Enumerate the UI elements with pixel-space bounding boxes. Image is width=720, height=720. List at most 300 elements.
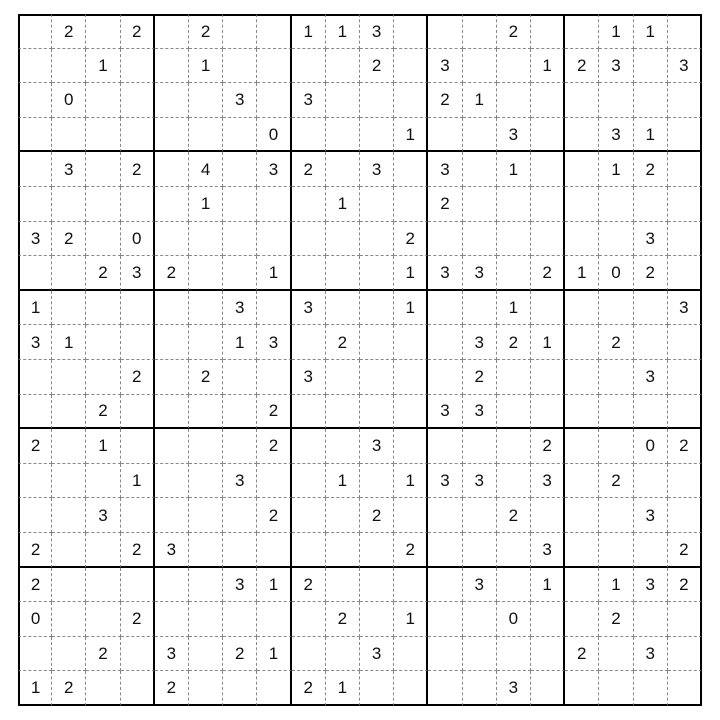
grid-cell[interactable] (634, 360, 668, 395)
grid-cell[interactable] (155, 395, 189, 430)
grid-cell[interactable] (155, 464, 189, 499)
grid-cell[interactable] (326, 429, 360, 464)
grid-cell[interactable] (497, 14, 531, 49)
grid-cell[interactable] (292, 222, 326, 257)
grid-cell[interactable] (428, 118, 462, 153)
grid-cell[interactable] (634, 152, 668, 187)
grid-cell[interactable] (360, 533, 394, 568)
grid-cell[interactable] (257, 395, 291, 430)
grid-cell[interactable] (531, 291, 565, 326)
grid-cell[interactable] (360, 464, 394, 499)
grid-cell[interactable] (428, 568, 462, 603)
grid-cell[interactable] (360, 637, 394, 672)
grid-cell[interactable] (668, 291, 702, 326)
grid-cell[interactable] (463, 49, 497, 84)
grid-cell[interactable] (360, 602, 394, 637)
grid-cell[interactable] (394, 568, 428, 603)
grid-cell[interactable] (155, 152, 189, 187)
grid-cell[interactable] (360, 429, 394, 464)
grid-cell[interactable] (52, 464, 86, 499)
grid-cell[interactable] (394, 464, 428, 499)
grid-cell[interactable] (326, 83, 360, 118)
grid-cell[interactable] (634, 637, 668, 672)
grid-cell[interactable] (565, 568, 599, 603)
grid-cell[interactable] (599, 49, 633, 84)
grid-cell[interactable] (463, 429, 497, 464)
grid-cell[interactable] (223, 602, 257, 637)
grid-cell[interactable] (634, 325, 668, 360)
grid-cell[interactable] (18, 187, 52, 222)
grid-cell[interactable] (86, 14, 120, 49)
grid-cell[interactable] (292, 464, 326, 499)
grid-cell[interactable] (497, 49, 531, 84)
grid-cell[interactable] (189, 152, 223, 187)
grid-cell[interactable] (155, 360, 189, 395)
grid-cell[interactable] (155, 187, 189, 222)
grid-cell[interactable] (86, 152, 120, 187)
grid-cell[interactable] (360, 152, 394, 187)
grid-cell[interactable] (189, 325, 223, 360)
grid-cell[interactable] (223, 464, 257, 499)
grid-cell[interactable] (86, 429, 120, 464)
grid-cell[interactable] (394, 291, 428, 326)
grid-cell[interactable] (18, 637, 52, 672)
grid-cell[interactable] (394, 83, 428, 118)
grid-cell[interactable] (463, 568, 497, 603)
grid-cell[interactable] (52, 602, 86, 637)
grid-cell[interactable] (257, 671, 291, 706)
grid-cell[interactable] (360, 222, 394, 257)
grid-cell[interactable] (599, 291, 633, 326)
grid-cell[interactable] (428, 395, 462, 430)
grid-cell[interactable] (257, 14, 291, 49)
grid-cell[interactable] (394, 429, 428, 464)
grid-cell[interactable] (531, 256, 565, 291)
grid-cell[interactable] (360, 291, 394, 326)
grid-cell[interactable] (531, 118, 565, 153)
grid-cell[interactable] (292, 152, 326, 187)
grid-cell[interactable] (497, 568, 531, 603)
grid-cell[interactable] (86, 118, 120, 153)
grid-cell[interactable] (565, 671, 599, 706)
grid-cell[interactable] (565, 325, 599, 360)
grid-cell[interactable] (497, 291, 531, 326)
grid-cell[interactable] (394, 360, 428, 395)
grid-cell[interactable] (86, 222, 120, 257)
grid-cell[interactable] (497, 602, 531, 637)
grid-cell[interactable] (428, 671, 462, 706)
grid-cell[interactable] (394, 602, 428, 637)
grid-cell[interactable] (257, 498, 291, 533)
grid-cell[interactable] (292, 325, 326, 360)
grid-cell[interactable] (52, 187, 86, 222)
grid-cell[interactable] (121, 533, 155, 568)
grid-cell[interactable] (668, 325, 702, 360)
grid-cell[interactable] (189, 464, 223, 499)
grid-cell[interactable] (668, 152, 702, 187)
grid-cell[interactable] (668, 360, 702, 395)
grid-cell[interactable] (52, 671, 86, 706)
grid-cell[interactable] (428, 325, 462, 360)
grid-cell[interactable] (394, 533, 428, 568)
grid-cell[interactable] (292, 602, 326, 637)
grid-cell[interactable] (634, 429, 668, 464)
grid-cell[interactable] (18, 533, 52, 568)
grid-cell[interactable] (565, 637, 599, 672)
grid-cell[interactable] (52, 256, 86, 291)
grid-cell[interactable] (599, 568, 633, 603)
grid-cell[interactable] (463, 395, 497, 430)
grid-cell[interactable] (428, 14, 462, 49)
grid-cell[interactable] (531, 152, 565, 187)
grid-cell[interactable] (155, 671, 189, 706)
grid-cell[interactable] (257, 83, 291, 118)
grid-cell[interactable] (292, 498, 326, 533)
grid-cell[interactable] (565, 49, 599, 84)
grid-cell[interactable] (531, 360, 565, 395)
grid-cell[interactable] (121, 325, 155, 360)
grid-cell[interactable] (326, 49, 360, 84)
grid-cell[interactable] (155, 83, 189, 118)
grid-cell[interactable] (531, 325, 565, 360)
grid-cell[interactable] (121, 395, 155, 430)
grid-cell[interactable] (360, 49, 394, 84)
grid-cell[interactable] (223, 14, 257, 49)
grid-cell[interactable] (223, 671, 257, 706)
grid-cell[interactable] (257, 637, 291, 672)
grid-cell[interactable] (668, 256, 702, 291)
grid-cell[interactable] (668, 222, 702, 257)
grid-cell[interactable] (292, 568, 326, 603)
grid-cell[interactable] (360, 671, 394, 706)
grid-cell[interactable] (497, 464, 531, 499)
grid-cell[interactable] (326, 671, 360, 706)
grid-cell[interactable] (18, 498, 52, 533)
grid-cell[interactable] (394, 49, 428, 84)
grid-cell[interactable] (121, 637, 155, 672)
grid-cell[interactable] (86, 325, 120, 360)
grid-cell[interactable] (155, 637, 189, 672)
grid-cell[interactable] (360, 83, 394, 118)
grid-cell[interactable] (86, 464, 120, 499)
grid-cell[interactable] (52, 533, 86, 568)
grid-cell[interactable] (18, 429, 52, 464)
grid-cell[interactable] (599, 360, 633, 395)
grid-cell[interactable] (86, 602, 120, 637)
grid-cell[interactable] (155, 533, 189, 568)
grid-cell[interactable] (394, 325, 428, 360)
grid-cell[interactable] (326, 568, 360, 603)
grid-cell[interactable] (599, 83, 633, 118)
grid-cell[interactable] (668, 49, 702, 84)
grid-cell[interactable] (52, 360, 86, 395)
grid-cell[interactable] (668, 498, 702, 533)
grid-cell[interactable] (52, 568, 86, 603)
grid-cell[interactable] (326, 152, 360, 187)
grid-cell[interactable] (257, 360, 291, 395)
grid-cell[interactable] (292, 291, 326, 326)
grid-cell[interactable] (531, 602, 565, 637)
grid-cell[interactable] (428, 222, 462, 257)
grid-cell[interactable] (634, 118, 668, 153)
grid-cell[interactable] (86, 187, 120, 222)
grid-cell[interactable] (326, 256, 360, 291)
grid-cell[interactable] (189, 637, 223, 672)
grid-cell[interactable] (189, 187, 223, 222)
grid-cell[interactable] (18, 83, 52, 118)
grid-cell[interactable] (52, 14, 86, 49)
grid-cell[interactable] (565, 152, 599, 187)
grid-cell[interactable] (121, 49, 155, 84)
grid-cell[interactable] (86, 533, 120, 568)
grid-cell[interactable] (155, 498, 189, 533)
grid-cell[interactable] (394, 256, 428, 291)
grid-cell[interactable] (86, 256, 120, 291)
grid-cell[interactable] (668, 187, 702, 222)
grid-cell[interactable] (223, 533, 257, 568)
grid-cell[interactable] (189, 568, 223, 603)
grid-cell[interactable] (292, 83, 326, 118)
grid-cell[interactable] (565, 256, 599, 291)
grid-cell[interactable] (189, 360, 223, 395)
grid-cell[interactable] (428, 83, 462, 118)
grid-cell[interactable] (326, 222, 360, 257)
grid-cell[interactable] (463, 83, 497, 118)
grid-cell[interactable] (121, 671, 155, 706)
grid-cell[interactable] (292, 395, 326, 430)
grid-cell[interactable] (189, 429, 223, 464)
grid-cell[interactable] (18, 568, 52, 603)
grid-cell[interactable] (189, 14, 223, 49)
grid-cell[interactable] (52, 325, 86, 360)
grid-cell[interactable] (428, 498, 462, 533)
grid-cell[interactable] (223, 429, 257, 464)
grid-cell[interactable] (497, 118, 531, 153)
grid-cell[interactable] (18, 152, 52, 187)
grid-cell[interactable] (463, 152, 497, 187)
grid-cell[interactable] (634, 256, 668, 291)
grid-cell[interactable] (463, 291, 497, 326)
grid-cell[interactable] (531, 83, 565, 118)
grid-cell[interactable] (599, 637, 633, 672)
grid-cell[interactable] (531, 14, 565, 49)
grid-cell[interactable] (634, 568, 668, 603)
grid-cell[interactable] (121, 464, 155, 499)
grid-cell[interactable] (52, 395, 86, 430)
grid-cell[interactable] (18, 671, 52, 706)
grid-cell[interactable] (531, 187, 565, 222)
grid-cell[interactable] (497, 429, 531, 464)
grid-cell[interactable] (223, 49, 257, 84)
grid-cell[interactable] (668, 395, 702, 430)
grid-cell[interactable] (52, 291, 86, 326)
grid-cell[interactable] (189, 498, 223, 533)
grid-cell[interactable] (189, 602, 223, 637)
grid-cell[interactable] (18, 395, 52, 430)
grid-cell[interactable] (497, 498, 531, 533)
grid-cell[interactable] (52, 637, 86, 672)
grid-cell[interactable] (292, 256, 326, 291)
grid-cell[interactable] (18, 602, 52, 637)
grid-cell[interactable] (531, 498, 565, 533)
grid-cell[interactable] (599, 152, 633, 187)
grid-cell[interactable] (292, 187, 326, 222)
grid-cell[interactable] (121, 118, 155, 153)
grid-cell[interactable] (189, 222, 223, 257)
grid-cell[interactable] (565, 360, 599, 395)
grid-cell[interactable] (223, 222, 257, 257)
grid-cell[interactable] (360, 498, 394, 533)
grid-cell[interactable] (531, 568, 565, 603)
grid-cell[interactable] (189, 291, 223, 326)
grid-cell[interactable] (292, 429, 326, 464)
grid-cell[interactable] (257, 152, 291, 187)
grid-cell[interactable] (428, 429, 462, 464)
grid-cell[interactable] (668, 118, 702, 153)
grid-cell[interactable] (189, 395, 223, 430)
grid-cell[interactable] (463, 118, 497, 153)
grid-cell[interactable] (223, 291, 257, 326)
grid-cell[interactable] (223, 360, 257, 395)
grid-cell[interactable] (497, 222, 531, 257)
grid-cell[interactable] (428, 533, 462, 568)
grid-cell[interactable] (292, 118, 326, 153)
grid-cell[interactable] (531, 671, 565, 706)
grid-cell[interactable] (497, 83, 531, 118)
grid-cell[interactable] (634, 49, 668, 84)
grid-cell[interactable] (668, 83, 702, 118)
grid-cell[interactable] (463, 222, 497, 257)
grid-cell[interactable] (86, 671, 120, 706)
grid-cell[interactable] (155, 14, 189, 49)
grid-cell[interactable] (189, 83, 223, 118)
grid-cell[interactable] (155, 291, 189, 326)
grid-cell[interactable] (121, 568, 155, 603)
grid-cell[interactable] (497, 187, 531, 222)
grid-cell[interactable] (52, 152, 86, 187)
grid-cell[interactable] (86, 568, 120, 603)
grid-cell[interactable] (155, 222, 189, 257)
grid-cell[interactable] (668, 464, 702, 499)
grid-cell[interactable] (257, 533, 291, 568)
grid-cell[interactable] (599, 395, 633, 430)
grid-cell[interactable] (292, 533, 326, 568)
grid-cell[interactable] (223, 498, 257, 533)
grid-cell[interactable] (634, 533, 668, 568)
grid-cell[interactable] (599, 187, 633, 222)
grid-cell[interactable] (326, 395, 360, 430)
grid-cell[interactable] (497, 325, 531, 360)
grid-cell[interactable] (394, 187, 428, 222)
grid-cell[interactable] (394, 498, 428, 533)
grid-cell[interactable] (257, 49, 291, 84)
grid-cell[interactable] (394, 395, 428, 430)
grid-cell[interactable] (599, 498, 633, 533)
grid-cell[interactable] (257, 222, 291, 257)
grid-cell[interactable] (52, 49, 86, 84)
grid-cell[interactable] (634, 498, 668, 533)
grid-cell[interactable] (463, 637, 497, 672)
grid-cell[interactable] (18, 291, 52, 326)
grid-cell[interactable] (257, 429, 291, 464)
grid-cell[interactable] (223, 118, 257, 153)
grid-cell[interactable] (565, 464, 599, 499)
grid-cell[interactable] (599, 325, 633, 360)
grid-cell[interactable] (86, 360, 120, 395)
grid-cell[interactable] (497, 152, 531, 187)
grid-cell[interactable] (121, 498, 155, 533)
grid-cell[interactable] (668, 14, 702, 49)
grid-cell[interactable] (18, 222, 52, 257)
grid-cell[interactable] (257, 464, 291, 499)
grid-cell[interactable] (86, 498, 120, 533)
grid-cell[interactable] (668, 602, 702, 637)
grid-cell[interactable] (18, 256, 52, 291)
grid-cell[interactable] (565, 187, 599, 222)
grid-cell[interactable] (121, 187, 155, 222)
grid-cell[interactable] (86, 49, 120, 84)
grid-cell[interactable] (360, 14, 394, 49)
grid-cell[interactable] (292, 637, 326, 672)
grid-cell[interactable] (394, 671, 428, 706)
grid-cell[interactable] (326, 14, 360, 49)
grid-cell[interactable] (565, 429, 599, 464)
grid-cell[interactable] (326, 325, 360, 360)
grid-cell[interactable] (360, 256, 394, 291)
grid-cell[interactable] (463, 256, 497, 291)
grid-cell[interactable] (86, 83, 120, 118)
grid-cell[interactable] (668, 429, 702, 464)
grid-cell[interactable] (86, 291, 120, 326)
grid-cell[interactable] (189, 533, 223, 568)
grid-cell[interactable] (257, 568, 291, 603)
grid-cell[interactable] (292, 49, 326, 84)
grid-cell[interactable] (668, 637, 702, 672)
grid-cell[interactable] (531, 49, 565, 84)
grid-cell[interactable] (18, 325, 52, 360)
grid-cell[interactable] (121, 429, 155, 464)
grid-cell[interactable] (155, 118, 189, 153)
grid-cell[interactable] (463, 533, 497, 568)
grid-cell[interactable] (497, 637, 531, 672)
grid-cell[interactable] (360, 325, 394, 360)
grid-cell[interactable] (428, 360, 462, 395)
grid-cell[interactable] (497, 360, 531, 395)
grid-cell[interactable] (189, 49, 223, 84)
grid-cell[interactable] (463, 187, 497, 222)
grid-cell[interactable] (257, 291, 291, 326)
grid-cell[interactable] (257, 118, 291, 153)
grid-cell[interactable] (326, 187, 360, 222)
grid-cell[interactable] (326, 602, 360, 637)
grid-cell[interactable] (189, 671, 223, 706)
grid-cell[interactable] (565, 602, 599, 637)
grid-cell[interactable] (360, 395, 394, 430)
grid-cell[interactable] (18, 14, 52, 49)
grid-cell[interactable] (531, 395, 565, 430)
grid-cell[interactable] (428, 464, 462, 499)
grid-cell[interactable] (360, 187, 394, 222)
grid-cell[interactable] (428, 49, 462, 84)
grid-cell[interactable] (599, 464, 633, 499)
grid-cell[interactable] (326, 118, 360, 153)
grid-cell[interactable] (599, 533, 633, 568)
grid-cell[interactable] (155, 256, 189, 291)
grid-cell[interactable] (428, 187, 462, 222)
grid-cell[interactable] (52, 83, 86, 118)
grid-cell[interactable] (223, 325, 257, 360)
grid-cell[interactable] (497, 256, 531, 291)
